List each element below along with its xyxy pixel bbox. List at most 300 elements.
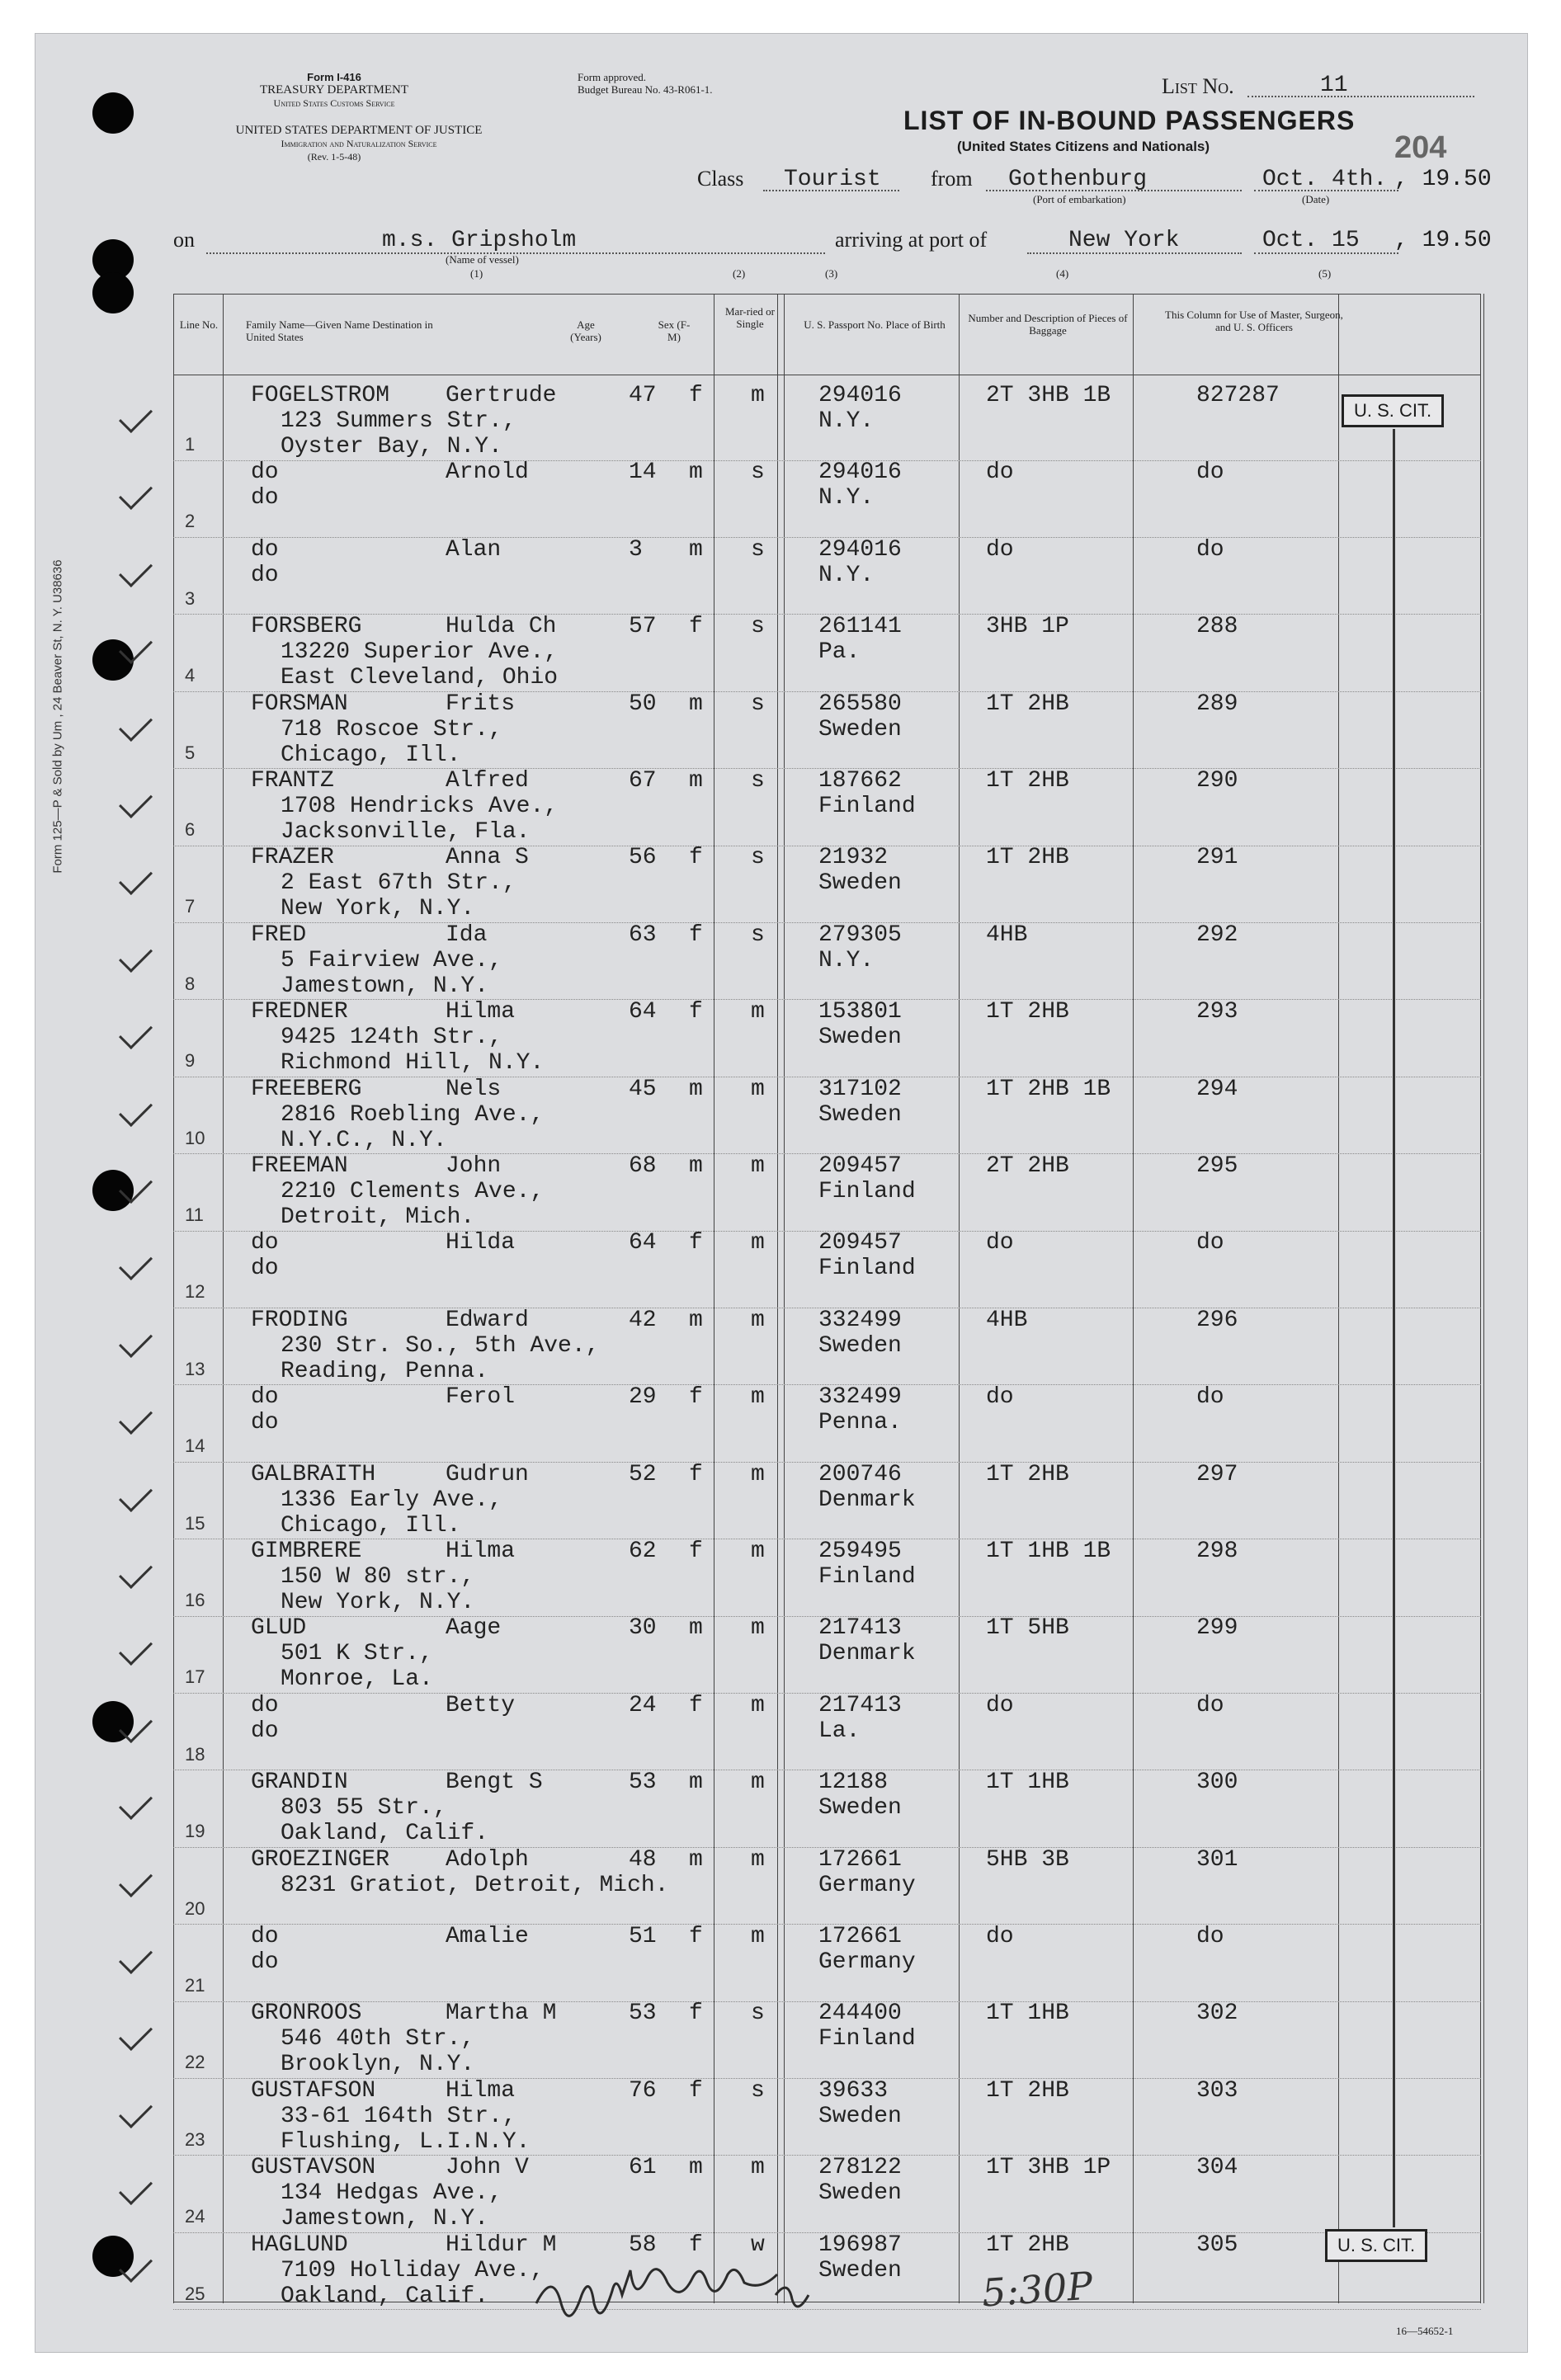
family-name: FRAZER [251,845,334,871]
marital-status-value: m [751,1230,765,1256]
given-name: Edward [446,1307,529,1333]
address-line-2: Jamestown, N.Y. [281,973,489,999]
vessel-name-value: m.s. Gripsholm [382,228,577,253]
age-value: 50 [629,690,657,717]
passport-number: 294016 [818,383,902,408]
age-value: 29 [629,1384,657,1411]
officer-use-value: 301 [1196,1846,1238,1873]
family-name: HAGLUND [251,2232,348,2258]
place-of-birth: Finland [818,794,916,819]
footer-code: 16—54652-1 [1396,2325,1454,2337]
table-row [173,1230,1481,1308]
marital-status-value: s [751,768,765,794]
age-value: 56 [629,845,657,871]
address-line-1: 2 East 67th Str., [281,870,516,897]
line-number: 4 [185,665,196,686]
line-number: 2 [185,511,196,532]
baggage-value: 1T 5HB [986,1615,1069,1642]
passport-number: 332499 [818,1384,902,1411]
given-name: Martha M [446,2001,557,2027]
officer-use-value: 297 [1196,1461,1238,1487]
given-name: Hilma [446,999,516,1025]
document-title: LIST OF IN-BOUND PASSENGERS [903,106,1356,135]
form-number: Form I-416 [307,71,361,83]
passport-number: 200746 [818,1461,902,1487]
treasury-department: TREASURY DEPARTMENT [259,83,409,97]
place-of-birth: N.Y. [818,947,875,973]
marital-status-value: s [751,536,765,563]
marital-status-value: m [751,383,765,408]
age-value: 48 [629,1846,657,1873]
passport-number: 217413 [818,1692,902,1718]
address-line-2: Brooklyn, N.Y. [281,2052,475,2078]
officer-use-value: 295 [1196,1153,1238,1179]
address-line-1: 7109 Holliday Ave., [281,2257,545,2283]
customs-service: United States Customs Service [273,97,395,109]
officer-use-value: 296 [1196,1307,1238,1333]
address-line-1: do [251,562,279,588]
marital-status-value: m [751,1461,765,1487]
given-name: Alfred [446,768,529,794]
place-of-birth: N.Y. [818,485,875,511]
officer-use-value: 304 [1196,2155,1238,2181]
given-name: Nels [446,1076,502,1102]
signature-time-note: 5:30P [980,2263,1094,2316]
given-name: Amalie [446,1924,529,1949]
baggage-value: 4HB [986,921,1028,948]
line-number: 21 [185,1975,205,1996]
passport-number: 39633 [818,2077,889,2104]
baggage-value: 1T 1HB 1B [986,1539,1111,1564]
marital-status-value: s [751,690,765,717]
age-value: 53 [629,2001,657,2027]
given-name: John V [446,2155,529,2181]
table-row [173,999,1481,1077]
table-row [173,1847,1481,1925]
given-name: Bengt S [446,1770,543,1796]
place-of-birth: Finland [818,1256,916,1282]
officer-use-value: 289 [1196,690,1238,717]
marital-status-value: s [751,2001,765,2027]
family-name: GUSTAVSON [251,2155,376,2181]
officer-use-value: do [1196,460,1224,486]
passport-number: 244400 [818,2001,902,2027]
sex-value: m [689,1076,703,1102]
table-row [173,2078,1481,2156]
marital-status-value: m [751,1615,765,1642]
passport-number: 278122 [818,2155,902,2181]
officer-use-value: 292 [1196,921,1238,948]
family-name: FORSMAN [251,690,348,717]
place-of-birth: Sweden [818,1025,902,1051]
age-value: 76 [629,2077,657,2104]
address-line-1: 501 K Str., [281,1641,433,1667]
line-number: 16 [185,1590,205,1610]
address-line-2: Flushing, L.I.N.Y. [281,2128,531,2155]
marital-status-value: m [751,1153,765,1179]
address-line-1: do [251,1718,279,1744]
place-of-birth: Sweden [818,870,902,897]
passport-number: 279305 [818,921,902,948]
sex-value: f [689,383,703,408]
column-number-4: (4) [1056,267,1069,280]
address-line-2: Richmond Hill, N.Y. [281,1050,545,1077]
age-value: 58 [629,2232,657,2258]
budget-bureau: Budget Bureau No. 43-R061-1. [578,83,713,96]
baggage-value: 1T 2HB [986,1461,1069,1487]
sex-value: m [689,1153,703,1179]
officer-use-value: do [1196,536,1224,563]
place-of-birth: Finland [818,1564,916,1590]
family-name: do [251,460,279,486]
passport-number: 187662 [818,768,902,794]
family-name: FRODING [251,1307,348,1333]
baggage-value: 4HB [986,1307,1028,1333]
address-line-1: 8231 Gratiot, Detroit, Mich. [281,1872,669,1898]
given-name: Gudrun [446,1461,529,1487]
age-value: 64 [629,1230,657,1256]
sex-value: m [689,1770,703,1796]
officer-use-value: do [1196,1384,1224,1411]
place-of-birth: Sweden [818,1101,902,1128]
age-value: 14 [629,460,657,486]
place-of-birth: Germany [818,1872,916,1898]
table-row [173,1462,1481,1540]
column-number-3: (3) [825,267,838,280]
sex-value: m [689,690,703,717]
justice-department: UNITED STATES DEPARTMENT OF JUSTICE [235,124,483,137]
family-name: GLUD [251,1615,307,1642]
passport-number: 196987 [818,2232,902,2258]
baggage-value: 1T 2HB [986,845,1069,871]
family-name: do [251,1384,279,1411]
address-line-2: Monroe, La. [281,1666,433,1693]
given-name: Arnold [446,460,529,486]
table-row [173,1693,1481,1771]
year-2: , 19.50 [1394,228,1492,253]
marital-status-value: s [751,614,765,640]
list-no-field [1247,76,1474,97]
marital-status-value: m [751,1924,765,1949]
officer-use-value: 299 [1196,1615,1238,1642]
date-caption: (Date) [1302,193,1330,205]
punch-hole [92,272,134,313]
passport-number: 21932 [818,845,889,871]
table-row [173,1153,1481,1232]
table-row [173,1924,1481,2002]
passport-number: 261141 [818,614,902,640]
place-of-birth: Finland [818,1179,916,1204]
sex-value: f [689,1692,703,1718]
address-line-2: Jacksonville, Fla. [281,819,531,845]
place-of-birth: Sweden [818,2103,902,2129]
address-line-2: East Cleveland, Ohio [281,665,559,691]
baggage-value: do [986,1924,1014,1949]
table-row [173,768,1481,846]
marital-status-value: m [751,1539,765,1564]
address-line-2: New York, N.Y. [281,1590,475,1615]
family-name: do [251,1924,279,1949]
baggage-value: 2T 2HB [986,1153,1069,1179]
age-value: 42 [629,1307,657,1333]
place-of-birth: Sweden [818,716,902,742]
address-line-1: 803 55 Str., [281,1795,447,1822]
year-1: , 19.50 [1394,167,1492,192]
line-number: 14 [185,1435,205,1457]
line-number: 17 [185,1666,205,1688]
given-name: Frits [446,690,516,717]
sex-value: f [689,2077,703,2104]
baggage-value: 1T 2HB 1B [986,1076,1111,1102]
revision-date: (Rev. 1-5-48) [307,151,361,163]
address-line-1: do [251,1949,279,1975]
age-value: 68 [629,1153,657,1179]
officer-use-value: 298 [1196,1539,1238,1564]
given-name: Ferol [446,1384,516,1411]
address-line-1: 718 Roscoe Str., [281,716,502,742]
line-number: 15 [185,1512,205,1534]
line-number: 22 [185,2052,205,2073]
given-name: Hulda Ch [446,614,557,640]
line-number: 12 [185,1281,205,1303]
baggage-value: 3HB 1P [986,614,1069,640]
given-name: Hilda [446,1230,516,1256]
baggage-value: 2T 3HB 1B [986,383,1111,408]
baggage-value: 1T 1HB [986,1770,1069,1796]
family-name: FOGELSTROM [251,383,390,408]
age-value: 67 [629,768,657,794]
sex-value: f [689,1461,703,1487]
sex-value: m [689,768,703,794]
on-label: on [173,228,195,252]
address-line-1: 1336 Early Ave., [281,1487,502,1513]
address-line-2: Reading, Penna. [281,1358,489,1384]
line-number: 9 [185,1050,196,1072]
port-caption: (Port of embarkation) [1033,193,1126,205]
line-number: 20 [185,1897,205,1919]
place-of-birth: Sweden [818,2180,902,2207]
table-row [173,2155,1481,2233]
age-value: 53 [629,1770,657,1796]
officer-use-value: 302 [1196,2001,1238,2027]
column-number-5: (5) [1318,267,1332,280]
line-number: 13 [185,1358,205,1379]
list-no-value: 11 [1320,73,1348,98]
baggage-value: 1T 2HB [986,999,1069,1025]
baggage-value: 1T 2HB [986,690,1069,717]
line-number: 24 [185,2206,205,2227]
vessel-caption: (Name of vessel) [446,253,519,266]
family-name: GRANDIN [251,1770,348,1796]
marital-status-value: m [751,1307,765,1333]
table-row [173,1077,1481,1155]
officer-use-value: do [1196,1924,1224,1949]
marital-status-value: m [751,2155,765,2181]
table-row [173,845,1481,923]
officer-use-value: 288 [1196,614,1238,640]
address-line-1: 546 40th Str., [281,2026,475,2052]
sex-value: f [689,999,703,1025]
age-value: 3 [629,536,643,563]
officer-use-value: 293 [1196,999,1238,1025]
address-line-1: 2210 Clements Ave., [281,1179,545,1204]
table-row [173,1770,1481,1848]
age-value: 64 [629,999,657,1025]
marital-status-value: m [751,999,765,1025]
age-value: 63 [629,921,657,948]
place-of-birth: Germany [818,1949,916,1975]
officer-use-value: 305 [1196,2232,1238,2258]
place-of-birth: La. [818,1718,861,1744]
officer-use-value: 827287 [1196,383,1280,408]
baggage-value: 1T 3HB 1P [986,2155,1111,2181]
inspector-signature [528,2262,908,2328]
given-name: John [446,1153,502,1179]
baggage-value: 1T 2HB [986,768,1069,794]
baggage-value: 1T 2HB [986,2077,1069,2104]
col-officers-use: This Column for Use of Master, Surgeon, and U. S. Officers [1165,309,1343,333]
table-row [173,691,1481,770]
line-number: 5 [185,742,196,763]
address-line-2: Oyster Bay, N.Y. [281,434,502,460]
place-of-birth: Denmark [818,1641,916,1667]
line-number: 1 [185,434,196,455]
place-of-birth: Finland [818,2026,916,2052]
given-name: Betty [446,1692,516,1718]
place-of-birth: N.Y. [818,408,875,434]
officer-use-value: do [1196,1230,1224,1256]
officer-use-value: 291 [1196,845,1238,871]
line-number: 8 [185,973,196,994]
address-line-2: Chicago, Ill. [281,742,461,768]
place-of-birth: Pa. [818,639,861,666]
passport-number: 265580 [818,690,902,717]
page-number-stamp: 204 [1394,130,1447,165]
place-of-birth: Denmark [818,1487,916,1513]
family-name: do [251,536,279,563]
address-line-1: do [251,1256,279,1282]
baggage-value: 1T 1HB [986,2001,1069,2027]
sex-value: m [689,1615,703,1642]
given-name: Gertrude [446,383,557,408]
table-row [173,614,1481,692]
punch-hole [92,92,134,134]
sex-value: m [689,1846,703,1873]
sex-value: m [689,2155,703,2181]
address-line-2: Oakland, Calif. [281,2283,489,2309]
sex-value: f [689,2232,703,2258]
passport-number: 294016 [818,536,902,563]
document-subtitle: (United States Citizens and Nationals) [957,139,1210,154]
printer-side-text: Form 125—P & Sold by Um , 24 Beaver St, N. Y. U38636 [50,559,65,874]
address-line-2: New York, N.Y. [281,896,475,922]
family-name: FREDNER [251,999,348,1025]
sex-value: f [689,921,703,948]
age-value: 51 [629,1924,657,1949]
sex-value: m [689,536,703,563]
age-value: 24 [629,1692,657,1718]
line-number: 10 [185,1127,205,1148]
col-sex: Sex (F-M) [658,318,691,343]
given-name: Hilma [446,2077,516,2104]
given-name: Ida [446,921,488,948]
passport-number: 209457 [818,1153,902,1179]
column-number-1: (1) [470,267,483,280]
class-value: Tourist [784,167,881,192]
marital-status-value: s [751,460,765,486]
marital-status-value: m [751,1846,765,1873]
address-line-2: N.Y.C., N.Y. [281,1127,447,1153]
address-line-2: Jamestown, N.Y. [281,2206,489,2232]
family-name: GRONROOS [251,2001,362,2027]
place-of-birth: Sweden [818,1795,902,1822]
address-line-1: 123 Summers Str., [281,408,516,434]
family-name: do [251,1692,279,1718]
marital-status-value: m [751,1770,765,1796]
marital-status-value: s [751,2077,765,2104]
family-name: do [251,1230,279,1256]
table-row [173,1384,1481,1463]
col-passport-birthplace: U. S. Passport No. Place of Birth [804,318,946,331]
place-of-birth: N.Y. [818,562,875,588]
line-number: 19 [185,1821,205,1842]
place-of-birth: Penna. [818,1410,902,1436]
marital-status-value: s [751,845,765,871]
family-name: FRED [251,921,307,948]
arriving-label: arriving at port of [835,228,988,252]
baggage-value: do [986,1384,1014,1411]
passport-number: 172661 [818,1924,902,1949]
line-number: 11 [185,1204,204,1225]
sex-value: f [689,1384,703,1411]
place-of-birth: Sweden [818,1332,902,1359]
given-name: Aage [446,1615,502,1642]
passport-number: 153801 [818,999,902,1025]
table-row [173,2001,1481,2079]
address-line-1: 150 W 80 str., [281,1564,475,1590]
list-no-label: List No. [1162,74,1234,98]
arrival-date-value: Oct. 15 [1262,228,1360,253]
line-number: 6 [185,819,196,840]
line-number: 18 [185,1743,205,1765]
baggage-value: do [986,1230,1014,1256]
address-line-1: 13220 Superior Ave., [281,639,559,666]
line-number: 7 [185,896,196,917]
baggage-value: 5HB 3B [986,1846,1069,1873]
address-line-1: 9425 124th Str., [281,1025,502,1051]
address-line-1: 134 Hedgas Ave., [281,2180,502,2207]
sex-value: f [689,1230,703,1256]
col-age: Age (Years) [570,318,601,343]
passport-number: 217413 [818,1615,902,1642]
officer-use-value: 303 [1196,2077,1238,2104]
form-approved: Form approved. [578,71,647,83]
table-row [173,537,1481,615]
age-value: 61 [629,2155,657,2181]
passport-number: 317102 [818,1076,902,1102]
family-name: GIMBRERE [251,1539,362,1564]
table-row [173,1615,1481,1694]
given-name: Hilma [446,1539,516,1564]
col-married-single: Mar-ried or Single [724,305,776,330]
age-value: 30 [629,1615,657,1642]
passport-number: 209457 [818,1230,902,1256]
address-line-1: 33-61 164th Str., [281,2103,516,2129]
age-value: 47 [629,383,657,408]
table-row [173,922,1481,1001]
passport-number: 12188 [818,1770,889,1796]
marital-status-value: m [751,1076,765,1102]
